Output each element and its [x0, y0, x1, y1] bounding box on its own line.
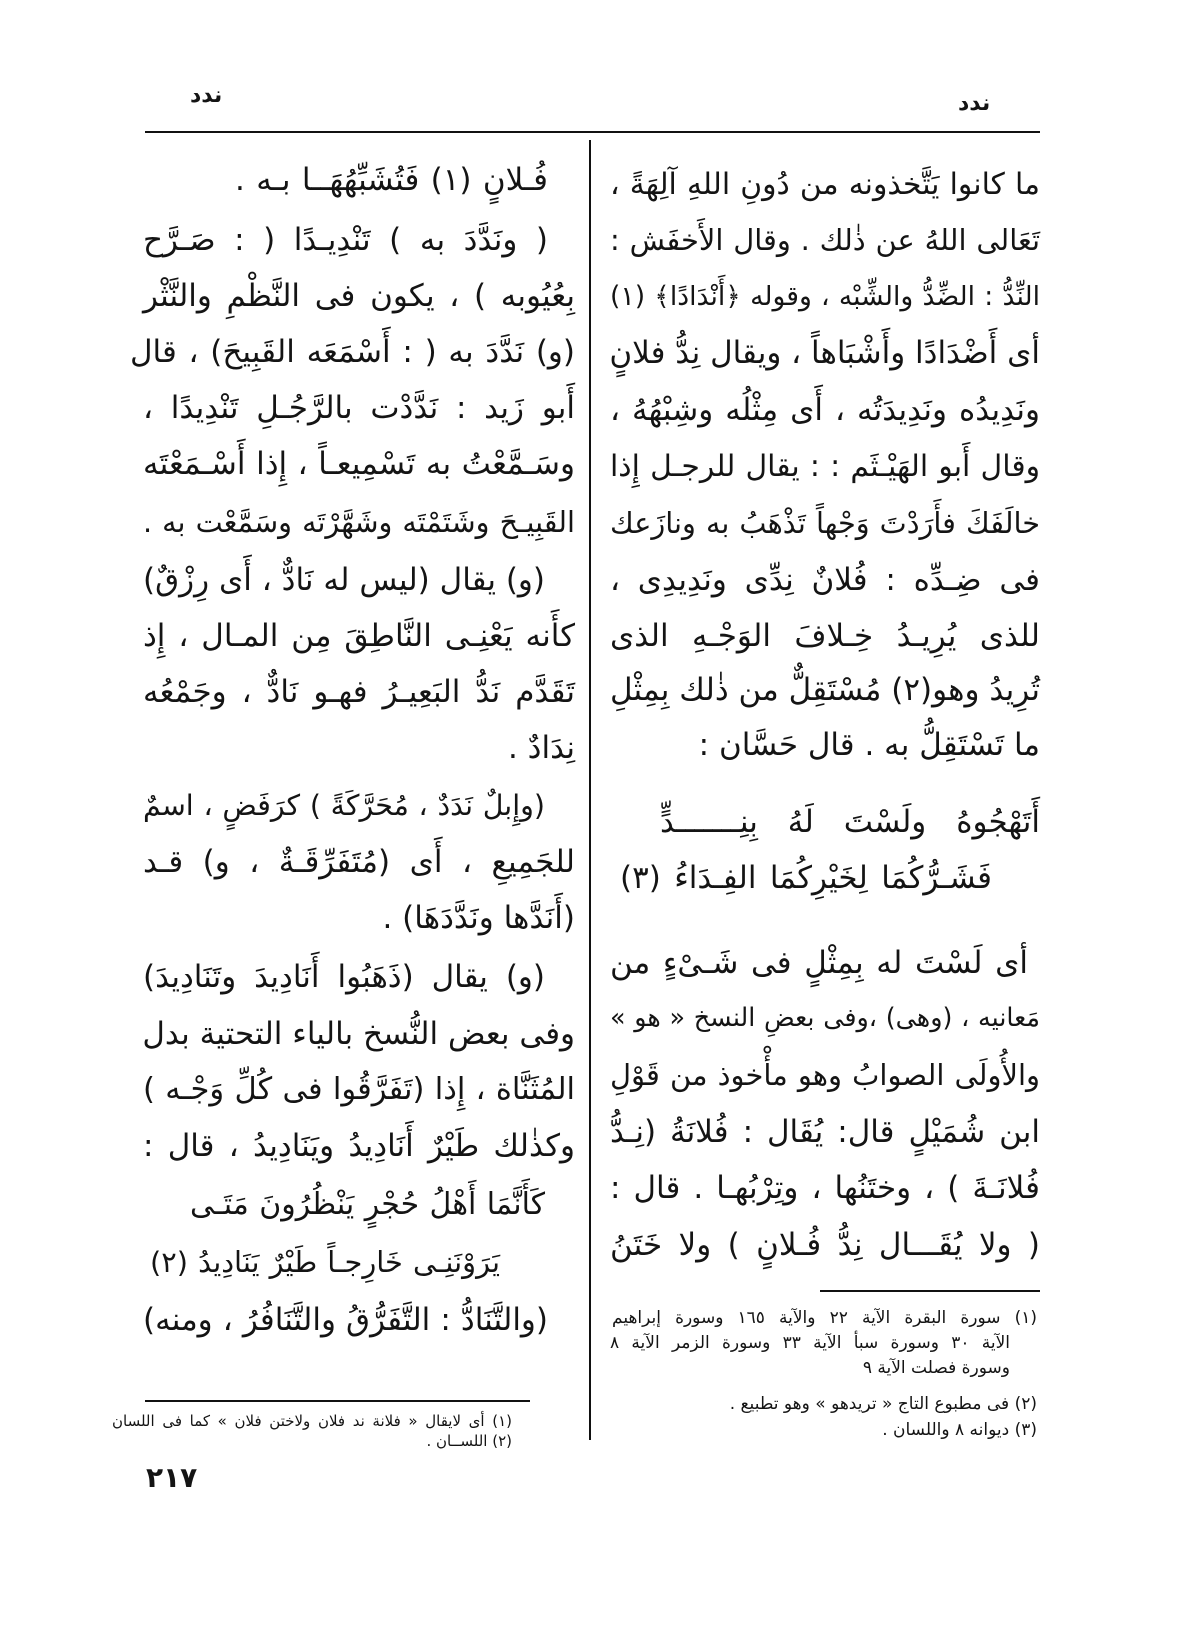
column-divider — [589, 140, 591, 1440]
right-column-line: ( ولا يُقَـــال نِدُّ فُـلانٍ ) ولا خَتَنُ — [610, 1227, 1040, 1263]
running-head-left: ندد — [190, 83, 223, 108]
left-column-line: تَقَدَّم نَدُّ البَعِيـرُ فهـو نَادٌّ ، وجَمْعُه — [143, 674, 575, 710]
right-column-line: فُلانَـةَ ) ، وختَنُها ، وتِرْبُهـا . قال : — [610, 1170, 1040, 1206]
footnote-line: (٣) ديوانه ٨ واللسان . — [882, 1420, 1037, 1440]
left-column-line: (و) نَدَّدَ به ( : أَسْمَعَه القَبِيحَ) ، قال — [130, 334, 575, 370]
verse-line: كَأَنَّمَا أَهْلُ حُجْرٍ يَنْظُرُونَ مَتَـى — [190, 1187, 545, 1222]
left-column-line: (و) يقال (ذَهَبُوا أَنَادِيدَ وتَنَادِيدَ) — [143, 959, 545, 995]
footnote-line: (٢) فى مطبوع التاج « تريدهو » وهو تطبيع . — [729, 1394, 1037, 1414]
left-column-line: للجَمِيعِ ، أَى (مُتَفَرِّقَـةٌ ، و) قـد — [143, 844, 575, 880]
left-column-line: بِعُيُوبه ) ، يكون فى النَّظْمِ والنَّثْر — [143, 278, 575, 314]
verse-line: أَتَهْجُوهُ ولَسْتَ لَهُ بِنِـــــــدٍّ — [660, 804, 1040, 840]
right-column-line: النِّدُّ : الضِّدُّ والشِّبْه ، وقوله ﴿أَنْدَادًا﴾ (١) — [610, 281, 1040, 312]
left-column-line: المُثَنَّاة ، إِذا (تَفَرَّقُوا فى كُلِّ وَجْـه ) — [143, 1072, 575, 1107]
right-column-line: ونَدِيدُه ونَدِيدَتُه ، أَى مِثْلُه وشِبْهُهُ ، — [610, 392, 1040, 428]
right-column-line: ما تَسْتَقِلُّ به . قال حَسَّان : — [698, 727, 1040, 763]
left-column-line: وسَـمَّعْتُ به تَسْمِيعـاً ، إِذا أَسْـمَعْتَه — [143, 446, 575, 482]
left-column-line: كأَنه يَعْنِـى النَّاطِقَ مِن المـال ، إِذ — [143, 618, 575, 654]
right-column-line: للذى يُرِيـدُ خِـلافَ الوَجْـهِ الذى — [610, 618, 1040, 654]
footnote-line: (١) سورة البقرة الآية ٢٢ والآية ١٦٥ وسورة إبراهيم — [612, 1308, 1037, 1328]
right-column-line: ما كانوا يَتَّخذونه من دُونِ اللهِ آلِهَةً ، — [610, 167, 1040, 202]
right-footnote-rule — [820, 1290, 1040, 1292]
left-column-line: (و) يقال (ليس له نَادٌّ ، أَى رِزْقٌ) — [143, 562, 545, 598]
right-column-line: أى أَضْدَادًا وأَشْبَاهاً ، ويقال نِدُّ فلانٍ — [609, 335, 1040, 371]
left-column-line: ( ونَدَّدَ به ) تَنْدِيـدًا ( : صَـرَّح — [143, 222, 548, 258]
right-column-line: والأُولَى الصوابُ وهو مأْخوذ من قَوْلِ — [610, 1058, 1040, 1092]
left-column-line: (والتَّنَادُّ : التَّفَرُّقُ والتَّنَافُرُ ، ومنه) — [143, 1302, 548, 1338]
left-column-line: القَبِيـحَ وشَتَمْتَه وشَهَّرْتَه وسَمَّعْت به . — [143, 505, 575, 539]
verse-line: فَشَـرُّكُمَا لِخَيْرِكُمَا الفِـدَاءُ (٣) — [620, 860, 992, 896]
left-column-line: فُـلانٍ (١) فَتُشَبِّهُهَــا بـه . — [235, 162, 548, 198]
footnote-line: (١) أى لايقال « فلانة ند فلان ولاختن فلان » كما فى اللسان — [112, 1412, 512, 1430]
right-column-line: خالَفَكَ فأَرَدْتَ وَجْهاً تَذْهَبُ به ونازَعك — [610, 506, 1040, 540]
footnote-line: (٢) اللســان . — [426, 1432, 512, 1450]
left-column-line: وكذٰلك طَيْرٌ أَنَادِيدُ ويَنَادِيدُ ، قال : — [143, 1128, 575, 1164]
right-column-line: وقال أَبو الهَيْـثَم : : يقال للرجـل إِذا — [610, 449, 1040, 484]
right-column-line: ابن شُمَيْلٍ قال: يُقَال : فُلانَةُ (نِـدُّ — [610, 1114, 1040, 1150]
running-head-right: ندد — [958, 91, 991, 116]
verse-line: يَرَوْنَنِـى خَارِجـاً طَيْرٌ يَنَادِيدُ (٢) — [150, 1245, 500, 1279]
left-column-line: (وإِبلٌ نَدَدٌ ، مُحَرَّكَةً ) كرَفَضٍ ، اسمٌ — [143, 789, 545, 822]
right-column-line: تُرِيدُ وهو(٢) مُسْتَقِلٌّ من ذٰلك بِمِثْلِ — [610, 672, 1040, 708]
right-column-line: مَعانيه ، (وهى) ،وفى بعضِ النسخ « هو » — [610, 1002, 1040, 1032]
left-column-line: وفى بعض النُّسخ بالياء التحتية بدل — [142, 1016, 575, 1052]
right-column-line: تَعَالى اللهُ عن ذٰلك . وقال الأَخفَش : — [610, 223, 1040, 257]
footnote-line: الآية ٣٠ وسورة سبأ الآية ٣٣ وسورة الزمر الآية ٨ — [610, 1333, 1010, 1353]
right-column-line: فى ضِـدِّه : فُلانٌ نِدِّى ونَدِيدِى ، — [610, 562, 1040, 598]
left-column-line: أَبو زَيد : نَدَّدْت بالرَّجُـلِ تَنْدِيدًا ، — [143, 390, 575, 426]
left-column-line: (أَنَدَّها ونَدَّدَهَا) . — [382, 900, 575, 936]
page-number: ٢١٧ — [146, 1461, 198, 1494]
header-rule — [145, 131, 1040, 133]
left-column-line: نِدَادٌ . — [507, 730, 575, 766]
footnote-line: وسورة فصلت الآية ٩ — [862, 1358, 1010, 1378]
right-column-line: أى لَسْتَ له بِمِثْلٍ فى شَـىْءٍ من — [610, 945, 1028, 981]
left-footnote-rule — [145, 1400, 530, 1402]
